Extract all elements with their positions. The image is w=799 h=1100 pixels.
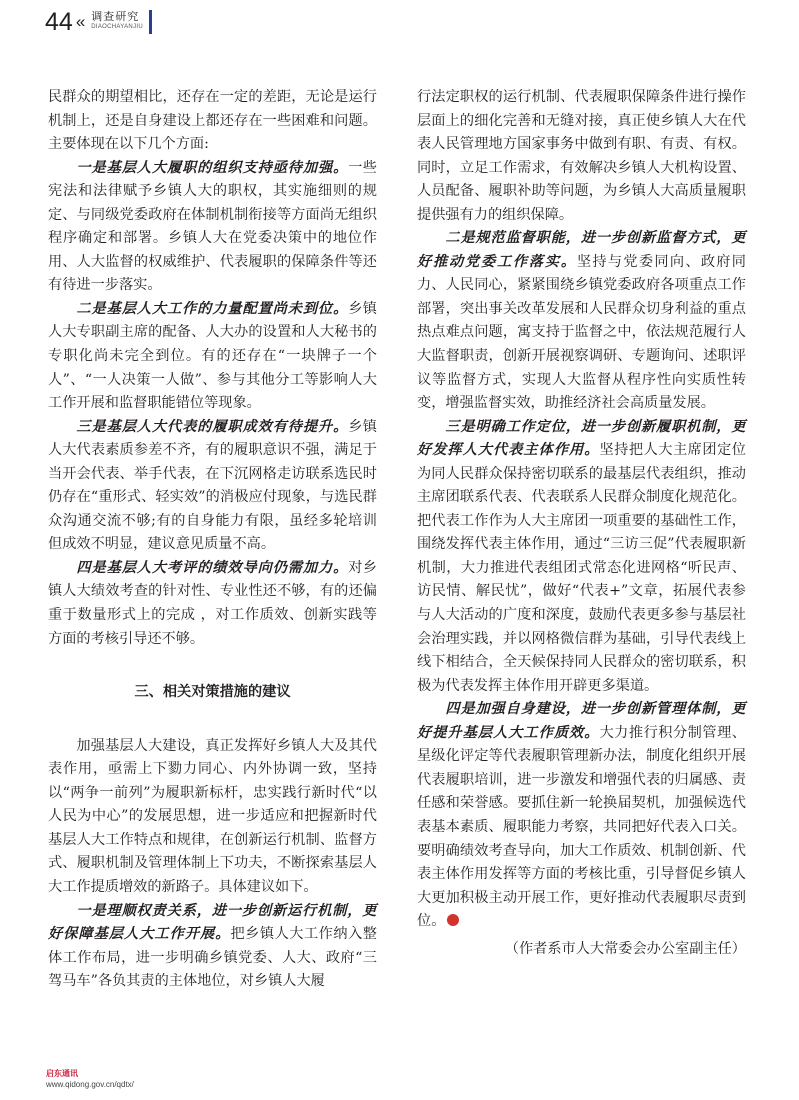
point-body: 对乡镇人大绩效考查的针对性、专业性还不够，有的还偏重于数量形式上的完成 ，对工作质效、创新实践等方面的考核引导还不够。: [48, 559, 377, 647]
point-heading: 四是基层人大考评的绩效导向仍需加力。: [76, 559, 349, 576]
right-column: [417, 86, 746, 961]
page-header: [45, 8, 152, 38]
point-heading: 二是规范监督职能，进一步创新监督方式，更好推动党委工作落实。: [417, 230, 746, 270]
paragraph: [417, 416, 746, 699]
left-column: [48, 86, 377, 994]
point-body: 一些宪法和法律赋予乡镇人大的职权，其实施细则的规定、与同级党委政府在体制机制衔接等方面尚无组织程序确定和部署。乡镇人大在党委决策中的地位作用、人大监督的权威维护、代表履职的保障条件等还有待进一步落实。: [48, 159, 377, 294]
point-heading: 四是加强自身建设，进一步创新管理体制，更好提升基层人大工作质效。: [417, 701, 746, 741]
section-heading: 三、相关对策措施的建议: [134, 684, 291, 701]
footer-brand: 启东通讯: [46, 1069, 78, 1078]
point-body: 乡镇人大代表素质参差不齐，有的履职意识不强，满足于当开会代表、举手代表，在下沉网格走访联系选民时仍存在“重形式、轻实效”的消极应付现象，与选民群众沟通交流不够;有的自身能力有限，虽经多轮培训但成效不明显，建议意见质量不高。: [48, 418, 377, 553]
point-body: 大力推行积分制管理、星级化评定等代表履职管理新办法，制度化组织开展代表履职培训，进一步激发和增强代表的归属感、责任感和荣誉感。要抓住新一轮换届契机，加强候选代表基本素质、履职能力考察，共同把好代表入口关。要明确绩效考查导向，加大工作质效、机制创新、代表主体作用发挥等方面的考核比重，引导督促乡镇人大更加积极主动开展工作，更好推动代表履职尽责到位。: [417, 724, 746, 930]
footer-url: www.qidong.gov.cn/qdtx/: [46, 1080, 134, 1089]
author-note: （作者系市人大常委会办公室副主任）: [504, 940, 746, 957]
page-number: 44: [45, 8, 73, 36]
point-heading: 一是基层人大履职的组织支持亟待加强。: [76, 159, 349, 176]
point-heading: 三是基层人大代表的履职成效有待提升。: [76, 418, 349, 435]
paragraph: [417, 227, 746, 415]
paragraph: [48, 157, 377, 298]
paragraph: [48, 298, 377, 416]
point-heading: 三是明确工作定位，进一步创新履职机制，更好发挥人大代表主体作用。: [417, 418, 746, 459]
paragraph: 民群众的期望相比，还存在一定的差距，无论是运行机制上，还是自身建设上都还存在一些困难和问题。主要体现在以下几个方面:: [48, 89, 377, 153]
point-heading: 一是理顺权责关系，进一步创新运行机制，更好保障基层人大工作开展。: [48, 902, 377, 943]
paragraph: [417, 698, 746, 933]
point-body: 乡镇人大专职副主席的配备、人大办的设置和人大秘书的专职化尚未完全到位。有的还存在“一块牌子一个人”、“一人决策一人做”、参与其他分工等影响人大工作开展和监督职能错位等现象。: [48, 300, 377, 412]
point-body: 坚持把人大主席团定位为同人民群众保持密切联系的最基层代表组织，推动主席团联系代表、代表联系人民群众制度化规范化。把代表工作作为人大主席团一项重要的基础性工作，围绕发挥代表主体作用，通过“三访三促”代表履职新机制，大力推进代表组团式常态化进网格“听民声、访民情、解民忧”，做好“代表+”文章，拓展代表参与人大活动的广度和深度，鼓励代表更多参与基层社会治理实践，并以网格微信群为基础，引导代表线上线下相结合，全天候保持同人民群众的密切联系，积极为代表发挥主体作用开辟更多渠道。: [417, 442, 746, 694]
section-title: [91, 10, 152, 34]
paragraph: 加强基层人大建设，真正发挥好乡镇人大及其代表作用，亟需上下勠力同心、内外协调一致，坚持以“两争一前列”为履职新标杆，忠实践行新时代“以人民为中心”的发展思想，进一步适应和把握新时代基层人大工作特点和规律，在创新运行机制、监督方式、履职机制及管理体制上下功夫，不断探索基层人大工作提质增效的新路子。具体建议如下。: [48, 737, 377, 895]
point-body: 坚持与党委同向、政府同力、人民同心，紧紧围绕乡镇党委政府各项重点工作部署，突出事关改革发展和人民群众切身利益的重点热点难点问题，寓支持于监督之中，依法规范履行人大监督职责，创新开展视察调研、专题询问、述职评议等监督方式，实现人大监督从程序性向实质性转变，增强监督实效，助推经济社会高质量发展。: [417, 253, 746, 412]
section-title-pinyin: DIAOCHAYANJIU: [91, 24, 143, 30]
point-heading: 二是基层人大工作的力量配置尚未到位。: [76, 300, 349, 317]
paragraph: [48, 557, 377, 651]
paragraph: [48, 900, 377, 994]
paragraph: [48, 416, 377, 557]
paragraph: 行法定职权的运行机制、代表履职保障条件进行操作层面上的细化完善和无缝对接，真正使乡镇人大在代表人民管理地方国家事务中做到有职、有责、有权。同时，立足工作需求，有效解决乡镇人大机构设置、人员配备、履职补助等问题，为乡镇人大高质量履职提供强有力的组织保障。: [417, 89, 746, 223]
end-mark-icon: [447, 914, 459, 926]
section-title-cn: 调查研究: [91, 10, 140, 23]
page-footer: [46, 1069, 134, 1090]
point-body: 把乡镇人大工作纳入整体工作布局，进一步明确乡镇党委、人大、政府“三驾马车”各负其责的主体地位，对乡镇人大履: [48, 926, 377, 990]
double-chevron-icon: «: [75, 12, 86, 31]
